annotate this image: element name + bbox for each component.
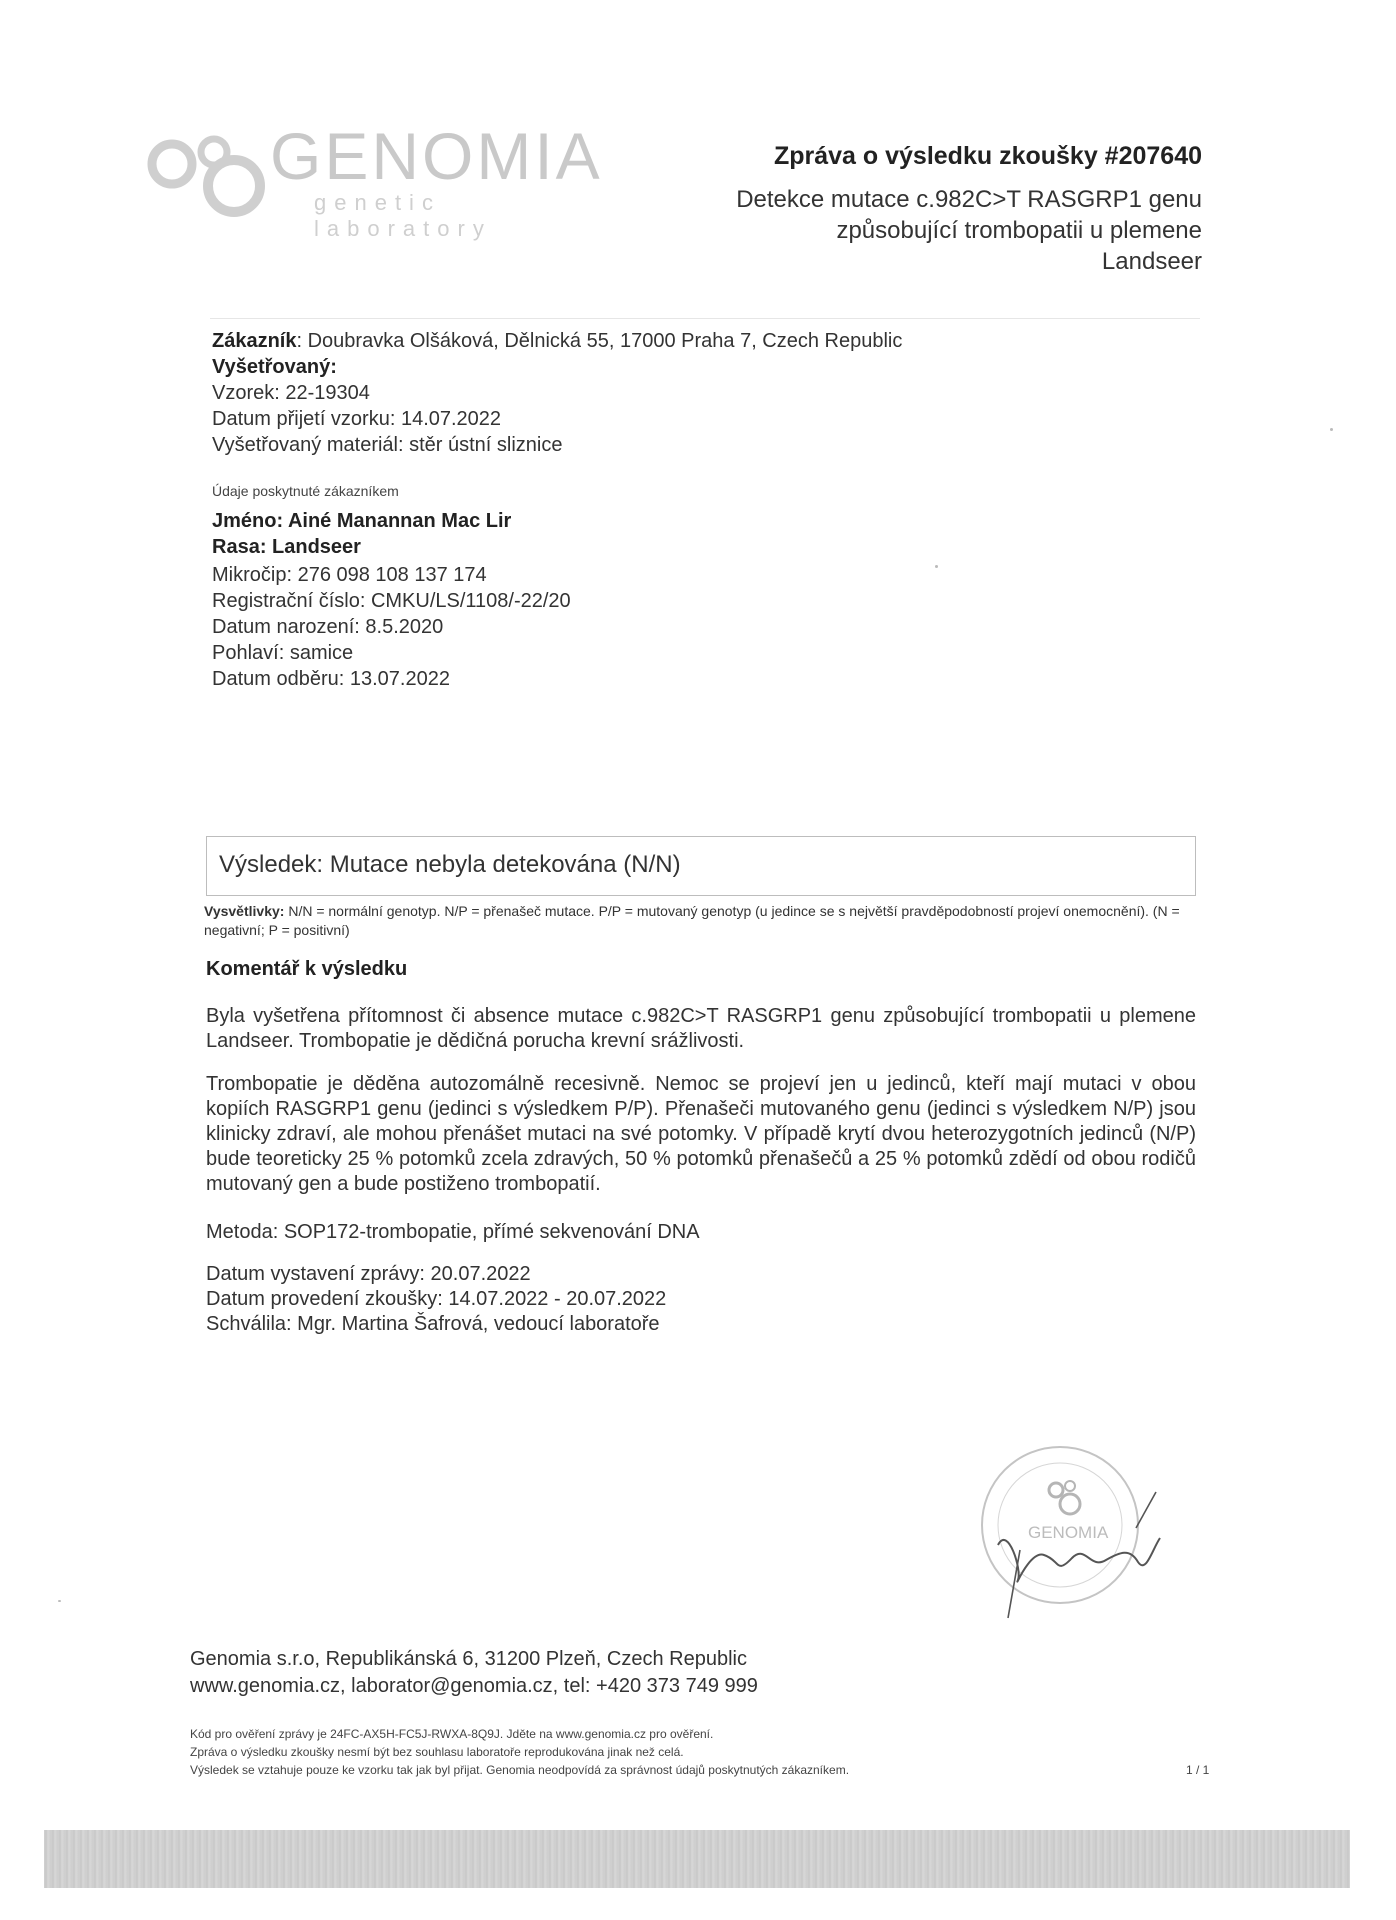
provided-data-block	[212, 478, 571, 692]
customer-line: Zákazník: Doubravka Olšáková, Dělnická 55, 17000 Praha 7, Czech Republic	[212, 330, 903, 352]
logo-tagline: genetic laboratory	[314, 190, 492, 241]
examined-material: Vyšetřovaný materiál: stěr ústní sliznice	[212, 434, 563, 456]
logo-wordmark: GENOMIA	[270, 119, 603, 193]
approved-by: Schválila: Mgr. Martina Šafrová, vedoucí laboratoře	[206, 1313, 660, 1335]
header-divider	[210, 318, 1200, 319]
stamp-signature	[960, 1430, 1190, 1630]
lab-stamp-icon	[960, 1430, 1190, 1630]
sex: Pohlaví: samice	[212, 642, 354, 664]
result-box	[206, 836, 1196, 896]
genomia-circles-icon	[146, 124, 276, 224]
sampling-date: Datum odběru: 13.07.2022	[212, 668, 450, 690]
footer-notes: Kód pro ověření zprávy je 24FC-AX5H-FC5J-RWXA-8Q9J. Jděte na www.genomia.cz pro ověření. Zpráva o výsledku zkoušky nesmí být bez souhlasu laboratoře reprodukována jinak než celá. Výsledek se vztahuje pouze ke vzorku tak jak byl přijat. Genomia neodpovídá za správnost údajů poskytnutých zákazníkem.	[190, 1727, 850, 1777]
comment-paragraph-1: Byla vyšetřena přítomnost či absence mutace c.982C>T RASGRP1 genu způsobující trombopatii u plemene Landseer. Trombopatie je dědičná porucha krevní srážlivosti.	[206, 1005, 1196, 1052]
test-dates: Datum provedení zkoušky: 14.07.2022 - 20.07.2022	[206, 1288, 667, 1310]
examined-label: Vyšetřovaný:	[212, 356, 337, 378]
scan-artifact-bar	[44, 1830, 1350, 1888]
result-text: Výsledek: Mutace nebyla detekována (N/N)	[219, 851, 681, 878]
page-number: 1 / 1	[1186, 1763, 1210, 1777]
footer-address: Genomia s.r.o, Republikánská 6, 31200 Plzeň, Czech Republic www.genomia.cz, laborator@genomia.cz, tel: +420 373 749 999	[190, 1646, 758, 1700]
sample-number: Vzorek: 22-19304	[212, 382, 370, 404]
issued-date: Datum vystavení zprávy: 20.07.2022	[206, 1263, 531, 1285]
birth-date: Datum narození: 8.5.2020	[212, 616, 444, 638]
scan-speck	[58, 1600, 61, 1602]
scan-speck	[1330, 428, 1333, 431]
scan-speck	[935, 565, 938, 568]
comment-paragraph-2: Trombopatie je děděna autozomálně recesivně. Nemoc se projeví jen u jedinců, kteří mají mutaci v obou kopiích RASGRP1 genu (jedinci s výsledkem P/P). Přenašeči mutovaného genu (jedinci s výsledkem N/P) jsou klinicky zdraví, ale mohou přenášet mutaci na své potomky. V případě krytí dvou heterozygotních jedinců (N/P) bude teoreticky 25 % potomků zcela zdravých, 50 % potomků přenašečů a 25 % potomků zdědí od obou rodičů mutovaný gen a bude postiženo trombopatií.	[206, 1073, 1196, 1195]
dog-breed: Rasa: Landseer	[212, 536, 361, 558]
stamp-brand: GENOMIA	[1028, 1523, 1109, 1542]
report-title: Zpráva o výsledku zkoušky #207640	[773, 142, 1202, 170]
footer-contact: www.genomia.cz, laborator@genomia.cz, tel: +420 373 749 999	[190, 1675, 758, 1697]
result-legend: Vysvětlivky: N/N = normální genotyp. N/P = přenašeč mutace. P/P = mutovaný genotyp (u jedince se s největší pravděpodobností projeví onemocnění). (N = negativní; P = positivní)	[204, 903, 1180, 938]
microchip: Mikročip: 276 098 108 137 174	[212, 564, 487, 586]
customer-block	[212, 328, 902, 458]
provided-note: Údaje poskytnuté zákazníkem	[212, 483, 399, 499]
report-subtitle: Detekce mutace c.982C>T RASGRP1 genu způsobující trombopatii u plemene Landseer	[736, 186, 1202, 275]
method-line: Metoda: SOP172-trombopatie, přímé sekvenování DNA	[206, 1221, 700, 1243]
registration-number: Registrační číslo: CMKU/LS/1108/-22/20	[212, 590, 571, 612]
received-date: Datum přijetí vzorku: 14.07.2022	[212, 408, 502, 430]
genomia-logo	[146, 119, 606, 241]
comment-title: Komentář k výsledku	[206, 958, 408, 980]
dog-name: Jméno: Ainé Manannan Mac Lir	[212, 510, 512, 532]
